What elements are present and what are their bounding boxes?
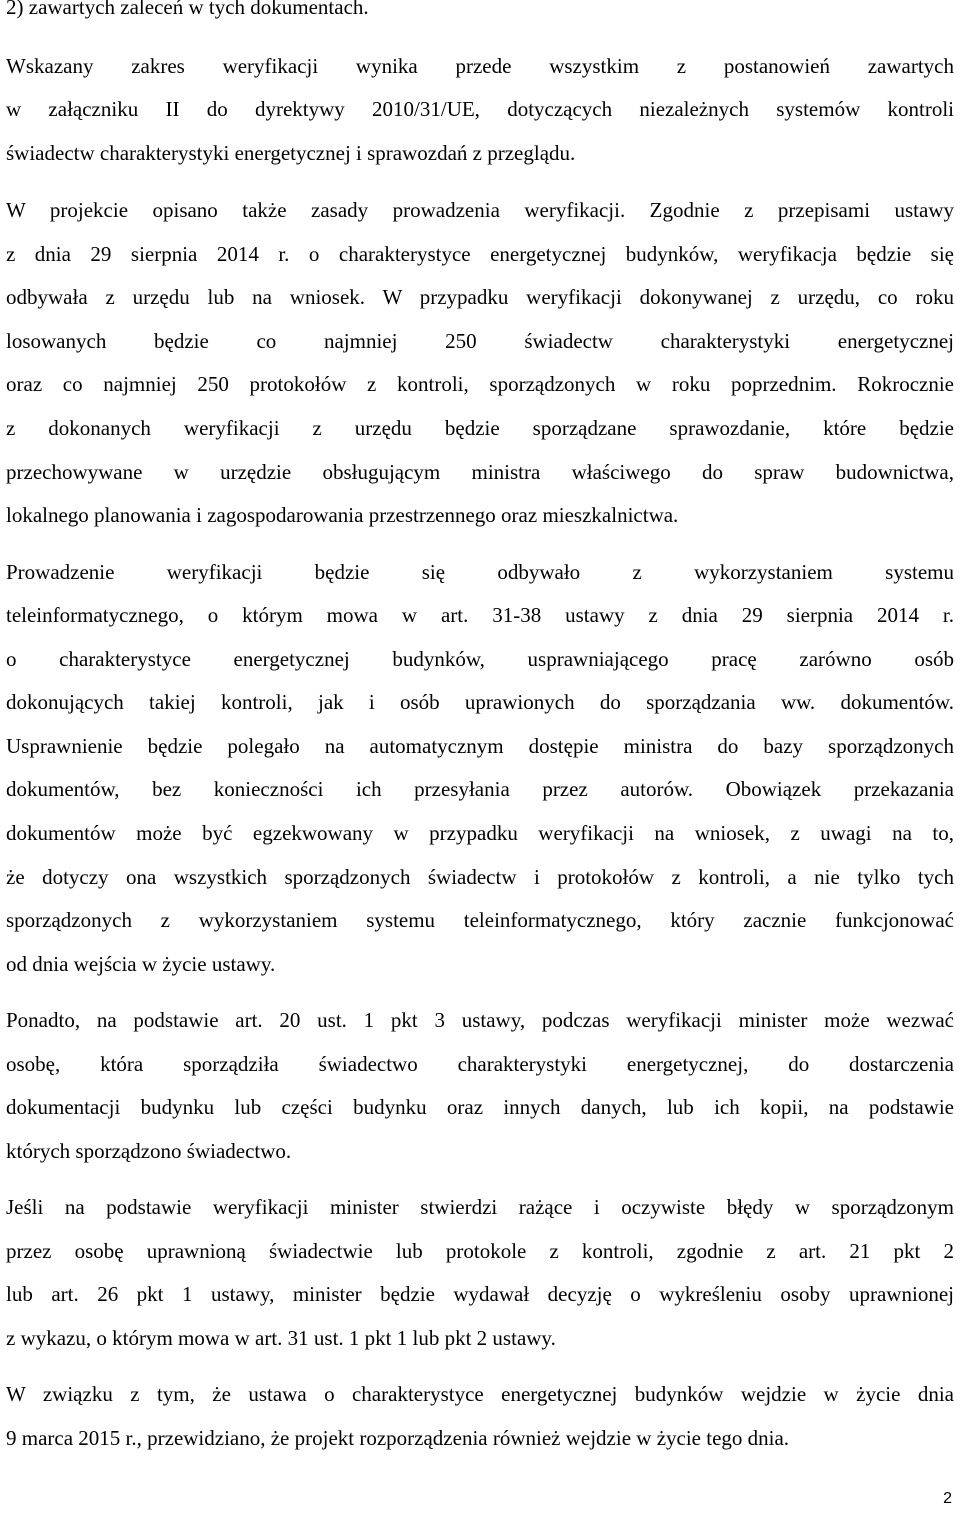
- text-line: osobę, która sporządziła świadectwo charakterystyki energetycznej, do dostarczenia: [6, 1052, 954, 1076]
- text-line: przez osobę uprawnioną świadectwie lub protokole z kontroli, zgodnie z art. 21 pkt 2: [6, 1239, 954, 1263]
- text-line: 2) zawartych zaleceń w tych dokumentach.: [6, 0, 369, 19]
- text-line: Wskazany zakres weryfikacji wynika przede wszystkim z postanowień zawartych: [6, 54, 954, 78]
- text-line: z wykazu, o którym mowa w art. 31 ust. 1 pkt 1 lub pkt 2 ustawy.: [6, 1326, 556, 1350]
- text-line: lokalnego planowania i zagospodarowania przestrzennego oraz mieszkalnictwa.: [6, 503, 679, 527]
- text-line: losowanych będzie co najmniej 250 świadectw charakterystyki energetycznej: [6, 329, 954, 353]
- text-line: przechowywane w urzędzie obsługującym ministra właściwego do spraw budownictwa,: [6, 460, 954, 484]
- text-line: W projekcie opisano także zasady prowadzenia weryfikacji. Zgodnie z przepisami ustawy: [6, 198, 954, 222]
- text-line: odbywała z urzędu lub na wniosek. W przypadku weryfikacji dokonywanej z urzędu, co roku: [6, 285, 954, 309]
- text-line: dokonujących takiej kontroli, jak i osób uprawionych do sporządzania ww. dokumentów.: [6, 690, 954, 714]
- text-line: dokumentacji budynku lub części budynku oraz innych danych, lub ich kopii, na podstawie: [6, 1095, 954, 1119]
- text-line: teleinformatycznego, o którym mowa w art. 31-38 ustawy z dnia 29 sierpnia 2014 r.: [6, 603, 954, 627]
- text-line: Ponadto, na podstawie art. 20 ust. 1 pkt 3 ustawy, podczas weryfikacji minister może wezwać: [6, 1008, 954, 1032]
- text-line: W związku z tym, że ustawa o charakterystyce energetycznej budynków wejdzie w życie dnia: [6, 1382, 954, 1406]
- text-line: w załączniku II do dyrektywy 2010/31/UE, dotyczących niezależnych systemów kontroli: [6, 97, 954, 121]
- text-line: Usprawnienie będzie polegało na automatycznym dostępie ministra do bazy sporządzonych: [6, 734, 954, 758]
- text-line: od dnia wejścia w życie ustawy.: [6, 952, 276, 976]
- page-number: 2: [943, 1490, 952, 1507]
- text-line: dokumentów może być egzekwowany w przypadku weryfikacji na wniosek, z uwagi na to,: [6, 821, 954, 845]
- text-line: sporządzonych z wykorzystaniem systemu teleinformatycznego, który zacznie funkcjonować: [6, 908, 954, 932]
- text-line: dokumentów, bez konieczności ich przesyłania przez autorów. Obowiązek przekazania: [6, 777, 954, 801]
- text-line: których sporządzono świadectwo.: [6, 1139, 292, 1163]
- text-line: Jeśli na podstawie weryfikacji minister stwierdzi rażące i oczywiste błędy w sporządzonym: [6, 1195, 954, 1219]
- text-line: świadectw charakterystyki energetycznej i sprawozdań z przeglądu.: [6, 141, 576, 165]
- text-line: że dotyczy ona wszystkich sporządzonych świadectw i protokołów z kontroli, a nie tylko tych: [6, 865, 954, 889]
- text-line: z dokonanych weryfikacji z urzędu będzie sporządzane sprawozdanie, które będzie: [6, 416, 954, 440]
- text-line: lub art. 26 pkt 1 ustawy, minister będzie wydawał decyzję o wykreśleniu osoby uprawnionej: [6, 1282, 954, 1306]
- text-line: Prowadzenie weryfikacji będzie się odbywało z wykorzystaniem systemu: [6, 560, 954, 584]
- text-line: z dnia 29 sierpnia 2014 r. o charakterystyce energetycznej budynków, weryfikacja będzie się: [6, 242, 954, 266]
- text-line: oraz co najmniej 250 protokołów z kontroli, sporządzonych w roku poprzednim. Rokrocznie: [6, 372, 954, 396]
- text-line: 9 marca 2015 r., przewidziano, że projekt rozporządzenia również wejdzie w życie tego dnia.: [6, 1426, 790, 1450]
- text-line: o charakterystyce energetycznej budynków, usprawniającego pracę zarówno osób: [6, 647, 954, 671]
